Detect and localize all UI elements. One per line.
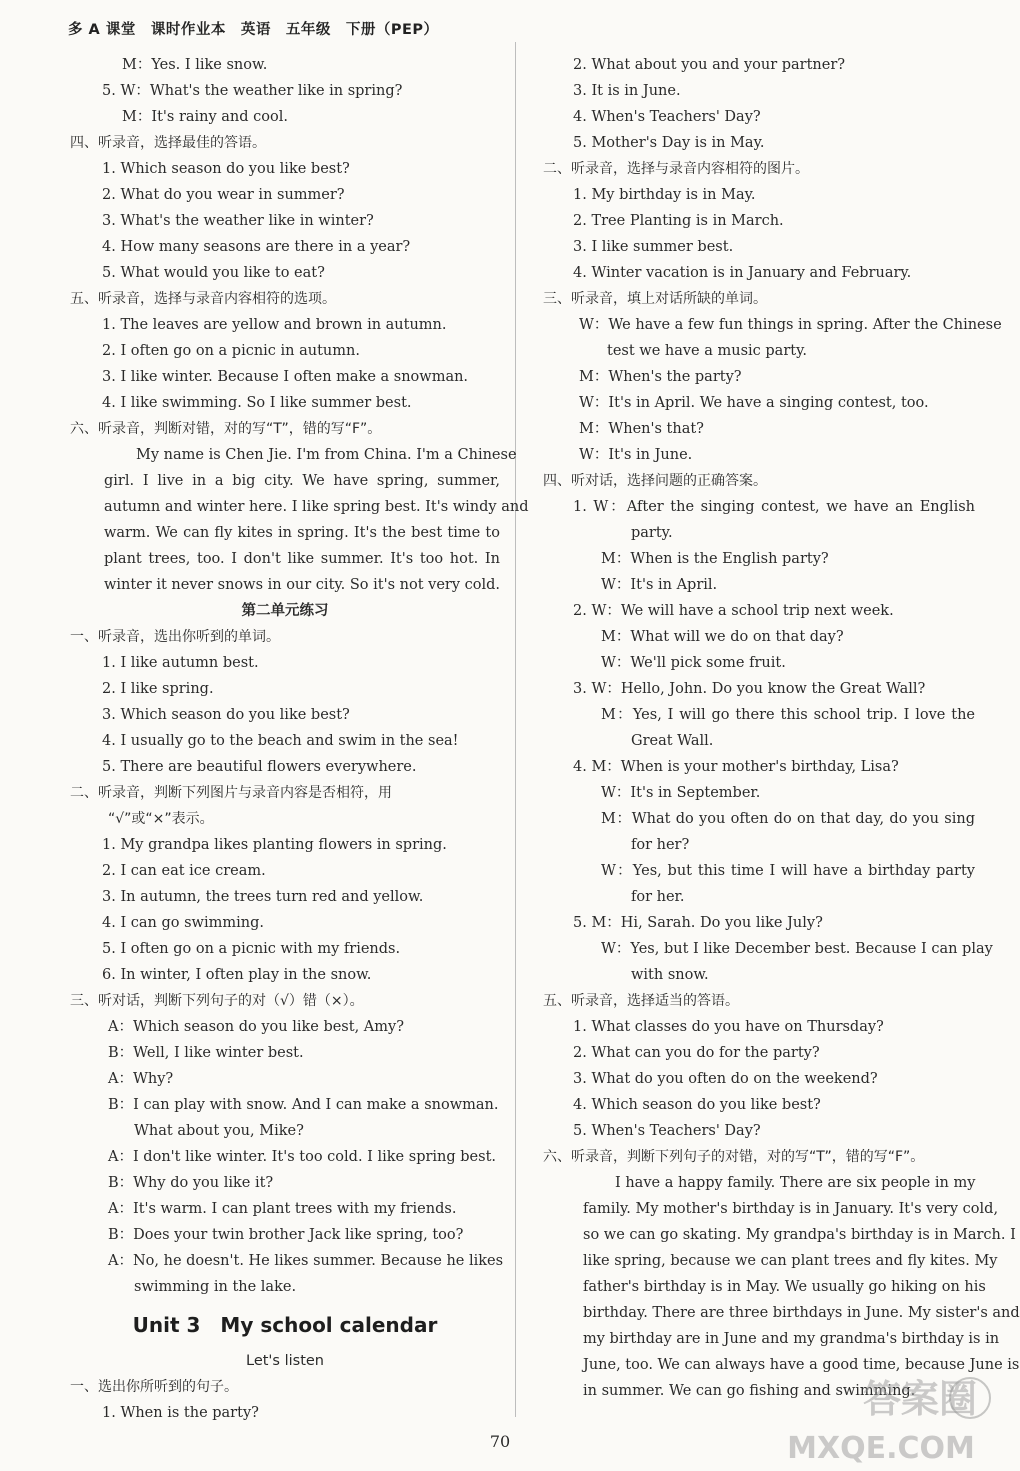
dialogue-line: M：When is the English party? [601,551,829,567]
item-line: 5. What would you like to eat? [102,265,325,281]
item-line: 2. Tree Planting is in March. [573,213,784,229]
passage-line: plant trees, too. I don't like summer. It's too hot. In [104,551,500,567]
item-line: 6. In winter, I often play in the snow. [102,967,372,983]
passage-line: warm. We can fly kites in spring. It's the best time to [104,525,500,541]
section-heading: 六、听录音，判断下列句子的对错，对的写“T”，错的写“F”。 [543,1149,925,1165]
item-line: M：It's rainy and cool. [122,109,288,125]
dialogue-line: W：It's in June. [579,447,693,463]
dialogue-line: 2. W：We will have a school trip next week. [573,603,894,619]
section-heading: 三、听对话，判断下列句子的对（√）错（×）。 [70,993,364,1009]
item-line: 5. Mother's Day is in May. [573,135,765,151]
item-line: M：Yes. I like snow. [122,57,268,73]
section-heading: 五、听录音，选择与录音内容相符的选项。 [70,291,336,307]
dialogue-line: 4. M：When is your mother's birthday, Lisa? [573,759,899,775]
section-heading: 二、听录音，判断下列图片与录音内容是否相符，用 [70,785,392,801]
dialogue-line: 1. W：After the singing contest, we have an English [573,499,975,515]
left-column [70,52,529,1426]
dialogue-line: for her? [631,837,690,853]
section-heading: 四、听对话，选择问题的正确答案。 [543,473,767,489]
item-line: 4. How many seasons are there in a year? [102,239,411,255]
page-header: 多 A 课堂 课时作业本 英语 五年级 下册（PEP） [68,22,439,38]
watermark-bottom-text: MXQE.COM [787,1431,975,1466]
item-line: 1. What classes do you have on Thursday? [573,1019,884,1035]
section-heading: 一、选出你所听到的句子。 [70,1379,238,1395]
dialogue-line: for her. [631,889,685,905]
passage-line: June, too. We can always have a good time, because June is [583,1357,1020,1373]
item-line: 5. I often go on a picnic with my friends. [102,941,401,957]
item-line: 4. I usually go to the beach and swim in the sea! [102,733,459,749]
unit-practice-title: 第二单元练习 [241,603,329,619]
subsection-title: Let's listen [246,1353,324,1369]
right-column [543,52,1020,1404]
item-line: 3. It is in June. [573,83,681,99]
passage-line: my birthday are in June and my grandma's birthday is in [583,1331,1000,1347]
dialogue-line: Great Wall. [631,733,714,749]
item-line: 4. I can go swimming. [102,915,264,931]
dialogue-line: M：Yes, I will go there this school trip. I love the [601,707,975,723]
dialogue-line: A：It's warm. I can plant trees with my friends. [108,1201,457,1217]
item-line: 3. What's the weather like in winter? [102,213,374,229]
item-line: 3. In autumn, the trees turn red and yellow. [102,889,424,905]
dialogue-line: W：We'll pick some fruit. [601,655,786,671]
item-line: 1. When is the party? [102,1405,259,1421]
item-line: 2. What do you wear in summer? [102,187,345,203]
section-heading: 二、听录音，选择与录音内容相符的图片。 [543,161,809,177]
item-line: 2. I can eat ice cream. [102,863,266,879]
dialogue-line: B：Well, I like winter best. [108,1045,304,1061]
dialogue-line: swimming in the lake. [134,1279,297,1295]
item-line: 5. There are beautiful flowers everywhere. [102,759,417,775]
item-line: 1. My grandpa likes planting flowers in spring. [102,837,447,853]
passage-line: birthday. There are three birthdays in June. My sister's and [583,1305,1020,1321]
dialogue-line: with snow. [631,967,709,983]
item-line: 1. My birthday is in May. [573,187,756,203]
dialogue-line: party. [631,525,673,541]
item-line: 1. I like autumn best. [102,655,259,671]
dialogue-line: W：Yes, but I like December best. Because I can play [601,941,993,957]
passage-line: like spring, because we can plant trees and fly kites. My [583,1253,998,1269]
dialogue-line: M：What will we do on that day? [601,629,844,645]
dialogue-line: W：It's in September. [601,785,761,801]
item-line: 2. I often go on a picnic in autumn. [102,343,360,359]
unit-title: Unit 3 My school calendar [132,1313,438,1337]
item-line: 2. I like spring. [102,681,214,697]
item-line: 4. When's Teachers' Day? [573,109,761,125]
section-heading: 三、听录音，填上对话所缺的单词。 [543,291,767,307]
item-line: 2. What can you do for the party? [573,1045,820,1061]
dialogue-line: B：Why do you like it? [108,1175,274,1191]
item-line: 5. When's Teachers' Day? [573,1123,761,1139]
passage-line: autumn and winter here. I like spring best. It's windy and [104,499,529,515]
watermark-top-text: 答案圈 [862,1377,978,1421]
item-line: 1. The leaves are yellow and brown in autumn. [102,317,447,333]
watermark-logo [770,1372,992,1466]
dialogue-line: test we have a music party. [607,343,807,359]
item-line: 2. What about you and your partner? [573,57,846,73]
dialogue-line: M：What do you often do on that day, do you sing [601,811,975,827]
passage-line: winter it never snows in our city. So it's not very cold. [104,577,501,593]
page-number: 70 [489,1432,511,1451]
dialogue-line: W：It's in April. [601,577,718,593]
dialogue-line: 5. M：Hi, Sarah. Do you like July? [573,915,823,931]
passage-line: so we can go skating. My grandpa's birthday is in March. I [583,1227,1016,1243]
item-line: 3. What do you often do on the weekend? [573,1071,878,1087]
section-heading: 六、听录音，判断对错，对的写“T”，错的写“F”。 [70,421,382,437]
item-line: 5. W：What's the weather like in spring? [102,83,403,99]
dialogue-line: W：It's in April. We have a singing contest, too. [579,395,929,411]
passage-line: I have a happy family. There are six people in my [615,1175,976,1191]
passage-line: girl. I live in a big city. We have spring, summer, [104,473,500,489]
dialogue-line: W：Yes, but this time I will have a birthday party [601,863,975,879]
dialogue-line: A：Why? [108,1071,174,1087]
dialogue-line: A：Which season do you like best, Amy? [108,1019,404,1035]
item-line: 3. I like summer best. [573,239,734,255]
passage-line: family. My mother's birthday is in January. It's very cold, [583,1201,999,1217]
dialogue-line: What about you, Mike? [134,1123,304,1139]
dialogue-line: B：Does your twin brother Jack like spring, too? [108,1227,464,1243]
section-heading: 四、听录音，选择最佳的答语。 [70,135,266,151]
dialogue-line: W：We have a few fun things in spring. After the Chinese [579,317,1002,333]
dialogue-line: A：I don't like winter. It's too cold. I like spring best. [108,1149,497,1165]
item-line: 3. I like winter. Because I often make a snowman. [102,369,469,385]
dialogue-line: M：When's that? [579,421,704,437]
item-line: 1. Which season do you like best? [102,161,350,177]
section-heading: “√”或“×”表示。 [108,811,214,827]
dialogue-line: A：No, he doesn't. He likes summer. Because he likes [108,1253,504,1269]
passage-line: My name is Chen Jie. I'm from China. I'm a Chinese [136,447,517,463]
item-line: 3. Which season do you like best? [102,707,350,723]
dialogue-line: 3. W：Hello, John. Do you know the Great Wall? [573,681,926,697]
item-line: 4. Winter vacation is in January and February. [573,265,912,281]
dialogue-line: M：When's the party? [579,369,742,385]
item-line: 4. I like swimming. So I like summer best. [102,395,412,411]
item-line: 4. Which season do you like best? [573,1097,821,1113]
passage-line: father's birthday is in May. We usually go hiking on his [583,1279,986,1295]
passage-line: in summer. We can go fishing and swimming. [583,1383,916,1399]
section-heading: 五、听录音，选择适当的答语。 [543,993,739,1009]
dialogue-line: B：I can play with snow. And I can make a snowman. [108,1097,499,1113]
section-heading: 一、听录音，选出你听到的单词。 [70,629,280,645]
column-divider [515,42,516,1417]
